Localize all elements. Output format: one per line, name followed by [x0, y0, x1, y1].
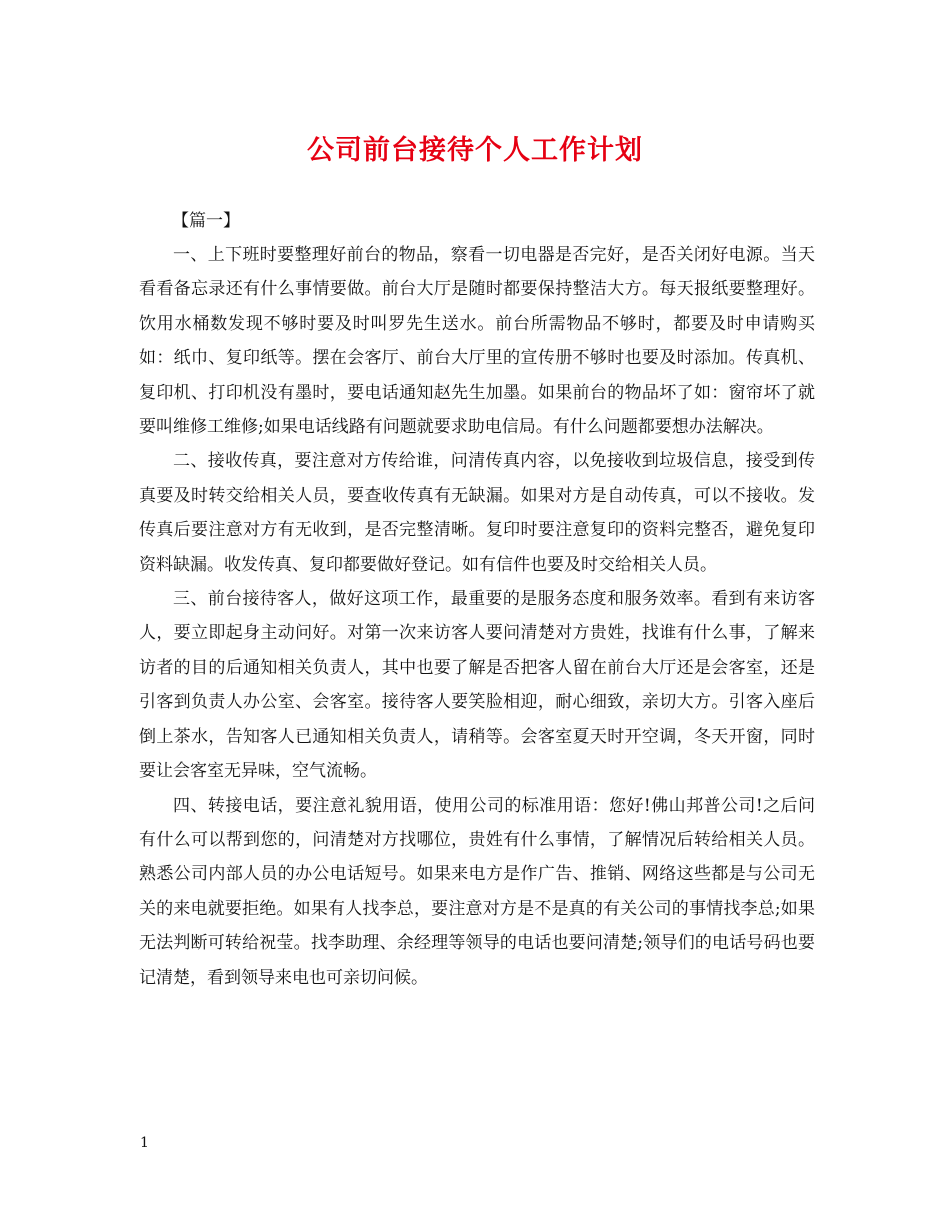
paragraph-3: 三、前台接待客人，做好这项工作，最重要的是服务态度和服务效率。看到有来访客人，要立即起身主动问好。对第一次来访客人要问清楚对方贵姓，找谁有什么事，了解来访者的目的后通知相关负责人，其中也要了解是否把客人留在前台大厅还是会客室，还是引客到负责人办公室、会客室。接待客人要笑脸相迎，耐心细致，亲切大方。引客入座后倒上茶水，告知客人已通知相关负责人，请稍等。会客室夏天时开空调，冬天开窗，同时要让会客室无异味，空气流畅。: [139, 589, 815, 782]
paragraph-4: 四、转接电话，要注意礼貌用语，使用公司的标准用语：您好!佛山邦普公司!之后问有什么可以帮到您的，问清楚对方找哪位，贵姓有什么事情，了解情况后转给相关人员。熟悉公司内部人员的办公电话短号。如果来电方是作广告、推销、网络这些都是与公司无关的来电就要拒绝。如果有人找李总，要注意对方是不是真的有关公司的事情找李总;如果无法判断可转给祝莹。找李助理、余经理等领导的电话也要问清楚;领导们的电话号码也要记清楚，看到领导来电也可亲切问候。: [139, 795, 815, 988]
paragraph-2: 二、接收传真，要注意对方传给谁，问清传真内容，以免接收到垃圾信息，接受到传真要及时转交给相关人员，要查收传真有无缺漏。如果对方是自动传真，可以不接收。发传真后要注意对方有无收到，是否完整清晰。复印时要注意复印的资料完整否，避免复印资料缺漏。收发传真、复印都要做好登记。如有信件也要及时交给相关人员。: [139, 451, 815, 575]
document-title: 公司前台接待个人工作计划: [307, 135, 643, 166]
document-body: [139, 238, 815, 995]
section-label: 【篇一】: [172, 211, 240, 231]
page-number: 1: [140, 1135, 149, 1151]
paragraph-1: 一、上下班时要整理好前台的物品，察看一切电器是否完好，是否关闭好电源。当天看看备忘录还有什么事情要做。前台大厅是随时都要保持整洁大方。每天报纸要整理好。饮用水桶数发现不够时要及时叫罗先生送水。前台所需物品不够时，都要及时申请购买如：纸巾、复印纸等。摆在会客厅、前台大厅里的宣传册不够时也要及时添加。传真机、复印机、打印机没有墨时，要电话通知赵先生加墨。如果前台的物品坏了如：窗帘坏了就要叫维修工维修;如果电话线路有问题就要求助电信局。有什么问题都要想办法解决。: [139, 245, 815, 438]
